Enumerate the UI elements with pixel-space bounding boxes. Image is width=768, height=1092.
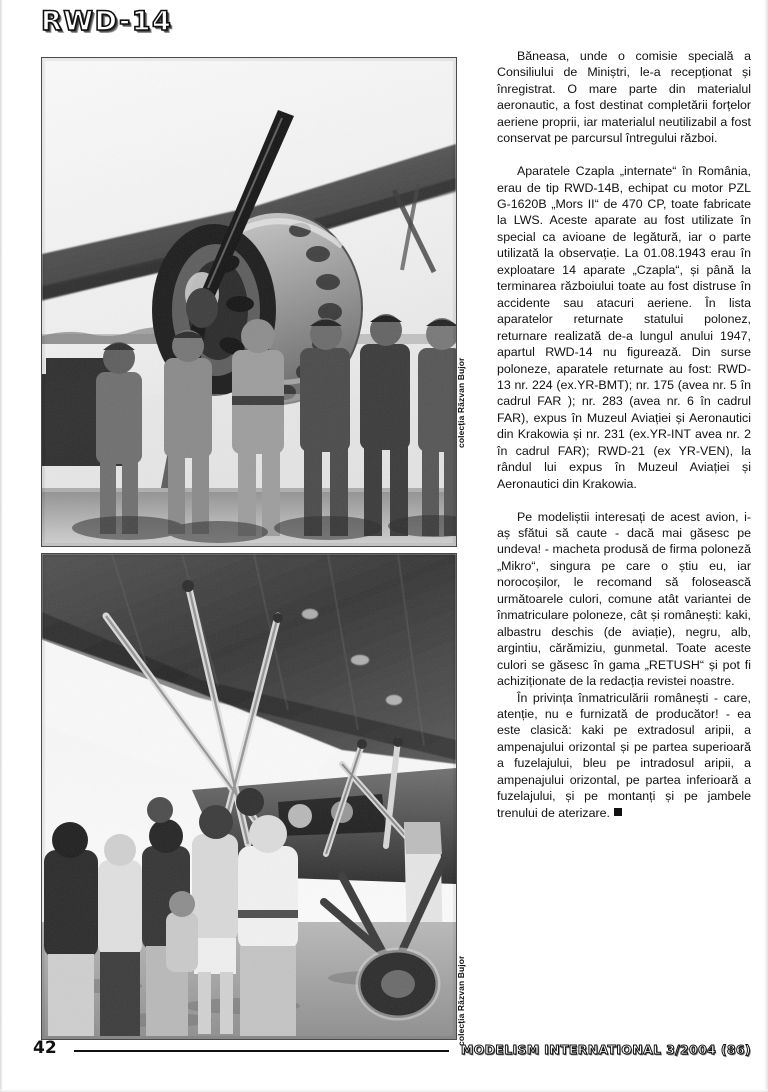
page-number: 42: [33, 1038, 57, 1058]
article-title: RWD-14: [41, 6, 173, 37]
photo-top-graphic: [42, 58, 456, 546]
publication-footer-title: MODELISM INTERNATIONAL 3/2004 (86): [461, 1042, 751, 1057]
photo-credit-bottom: colecția Răzvan Bujor: [456, 955, 466, 1046]
body-paragraph-4: [497, 690, 751, 822]
footer-rule: [74, 1050, 449, 1052]
article-body-column: [497, 48, 751, 821]
body-paragraph-4-text: În privința înmatriculării românești - care, atenție, nu e furnizată de producător! - ea este clasică: kaki pe extradosul aripii, a ampenajului orizontal și pe partea superioară a fuzelajului, bleu pe intradosul aripii, a ampenajului orizontal, pe partea inferioară a fuzelajului, și pe montanți și pe jambele trenului de aterizare.: [497, 690, 751, 820]
body-paragraph-1: Băneasa, unde o comisie specială a Consiliului de Miniștri, le-a recepționat și înregistrat. O mare parte din materialul aeronautic, a fost destinat completării forțelor aeriene proprii, iar materialul neutilizabil a fost conservat pe parcursul întregului război.: [497, 49, 751, 146]
photo-rwd14-engine-and-crew: [41, 57, 457, 547]
body-paragraph-2: Aparatele Czapla „internate“ în România, erau de tip RWD-14B, echipat cu motor PZL G-1620B „Mors II“ de 470 CP, toate fabricate la LWS. Aceste aparate au fost utilizate în special ca avioane de legătură, iar o parte utilizată la observație. La 01.08.1943 erau în exploatare 14 aparate „Czapla“, și până la terminarea războiului toate au fost distruse în accidente sau atacuri aeriene. În lista aparatelor returnate statului polonez, returnare realizată de-a lungul anului 1947, apartul RWD-14 nu figurează. Din surse poloneze, aparatele returnate au fost: RWD-13 nr. 224 (ex.YR-BMT); nr. 175 (avea nr. 5 în cadrul FAR ); nr. 283 (avea nr. 6 în cadrul FAR), expus în Muzeul Aviației și Aeronautici din Krakowia și nr. 231 (ex.YR-INT avea nr. 2 în cadrul FAR); RWD-21 (ex YR-VEN), la rândul lui expus în Muzeul Aviației și Aeronautici din Krakowia.: [497, 164, 751, 491]
photo-credit-top: colecția Răzvan Bujor: [456, 357, 466, 448]
body-paragraph-3: Pe modeliștii interesați de acest avion, i-aș sfătui să caute - dacă mai găsesc pe undeva! - macheta produsă de firma poloneză „Mikro“, singura pe care o știu eu, iar norocoșilor, le recomand să folosească următoarele culori, comune atât variantei de înmatriculare poloneze, cât și românești: kaki, albastru deschis (de aviație), negru, alb, argintiu, cărămiziu, gunmetal. Toate aceste culori se găsesc în gama „RETUSH“ și pot fi achiziționate de la redacția revistei noastre.: [497, 509, 751, 689]
photo-bottom-graphic: [42, 554, 456, 1039]
scan-edge-left: [0, 0, 3, 1092]
end-of-article-mark: [614, 808, 622, 816]
scan-edge-right: [764, 0, 768, 1092]
photo-rwd14-wing-struts-crowd: [41, 553, 457, 1040]
